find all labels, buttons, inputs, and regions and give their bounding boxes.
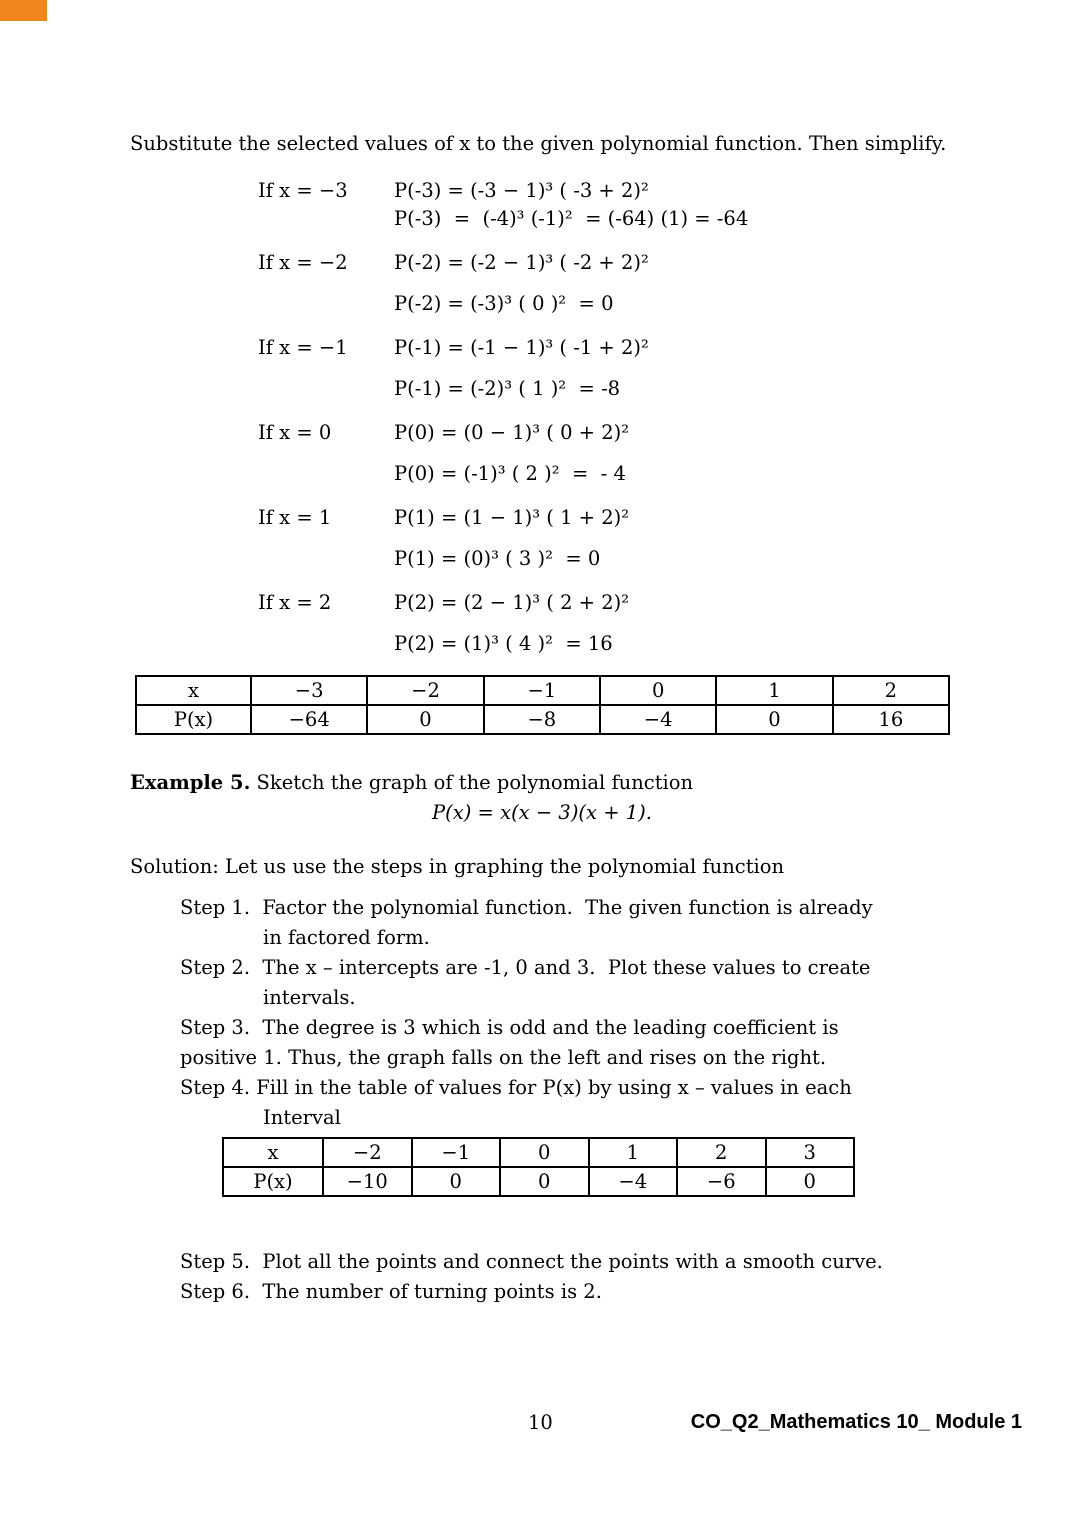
table-cell: 0 <box>500 1167 589 1196</box>
formula-line: P(2) = (2 − 1)³ ( 2 + 2)² <box>394 591 630 614</box>
step-line: Step 1. Factor the polynomial function. The given function is already <box>180 896 873 919</box>
formula-line: P(1) = (1 − 1)³ ( 1 + 2)² <box>394 506 630 529</box>
step-line: positive 1. Thus, the graph falls on the left and rises on the right. <box>180 1046 827 1069</box>
step-line: Step 5. Plot all the points and connect the points with a smooth curve. <box>180 1250 883 1273</box>
table-cell: −64 <box>251 705 367 734</box>
substitution-group <box>258 505 1022 572</box>
table-cell: 1 <box>589 1138 678 1167</box>
formula-line: P(-2) = (-3)³ ( 0 )² = 0 <box>394 292 614 315</box>
table-row <box>223 1138 854 1167</box>
table-cell: x <box>223 1138 323 1167</box>
table-cell: −4 <box>589 1167 678 1196</box>
condition-label: If x = 2 <box>258 591 332 614</box>
substitution-group <box>258 335 1022 402</box>
step-line: in factored form. <box>263 926 430 949</box>
solution-line: Solution: Let us use the steps in graphing the polynomial function <box>130 855 785 878</box>
intro-paragraph: Substitute the selected values of x to the given polynomial function. Then simplify. <box>130 132 947 155</box>
step-line: Interval <box>263 1106 341 1129</box>
steps-list <box>180 893 1022 1133</box>
table-row <box>223 1167 854 1196</box>
table-cell: x <box>136 676 251 705</box>
example-label: Example 5. <box>130 771 251 794</box>
formula-line: P(-2) = (-2 − 1)³ ( -2 + 2)² <box>394 251 649 274</box>
formula-block <box>394 250 1022 317</box>
formula-block <box>394 178 1022 232</box>
table-cell: −1 <box>412 1138 501 1167</box>
table-cell: −10 <box>323 1167 412 1196</box>
polynomial-formula: P(x) = x(x − 3)(x + 1). <box>432 801 652 824</box>
step-item <box>180 893 1022 953</box>
step-line: intervals. <box>263 986 356 1009</box>
formula-block <box>394 335 1022 402</box>
formula-line: P(0) = (0 − 1)³ ( 0 + 2)² <box>394 421 630 444</box>
formula-line: P(2) = (1)³ ( 4 )² = 16 <box>394 632 613 655</box>
table-cell: −6 <box>677 1167 766 1196</box>
formula-line: P(1) = (0)³ ( 3 )² = 0 <box>394 547 601 570</box>
table-cell: 0 <box>367 705 483 734</box>
table-cell: 0 <box>500 1138 589 1167</box>
substitution-list <box>258 178 1022 657</box>
table-cell: P(x) <box>136 705 251 734</box>
values-table-2 <box>222 1137 855 1197</box>
condition-label: If x = 1 <box>258 506 332 529</box>
substitution-group <box>258 178 1022 232</box>
formula-line: P(-3) = (-3 − 1)³ ( -3 + 2)² <box>394 179 649 202</box>
table-cell: −4 <box>600 705 716 734</box>
table-cell: P(x) <box>223 1167 323 1196</box>
condition-label: If x = 0 <box>258 421 332 444</box>
table-row <box>136 676 949 705</box>
formula-line: P(-3) = (-4)³ (-1)² = (-64) (1) = -64 <box>394 207 749 230</box>
values-table-1 <box>135 675 950 735</box>
formula-line: P(0) = (-1)³ ( 2 )² = - 4 <box>394 462 626 485</box>
table-cell: −3 <box>251 676 367 705</box>
final-steps-list <box>180 1247 1022 1307</box>
table-cell: 1 <box>716 676 832 705</box>
table-row <box>136 705 949 734</box>
table-cell: 0 <box>716 705 832 734</box>
formula-line: P(-1) = (-1 − 1)³ ( -1 + 2)² <box>394 336 649 359</box>
condition-label: If x = −1 <box>258 336 348 359</box>
step-line: Step 4. Fill in the table of values for P(x) by using x – values in each <box>180 1076 852 1099</box>
substitution-group <box>258 420 1022 487</box>
substitution-group <box>258 590 1022 657</box>
example-5-heading <box>130 769 1022 797</box>
step-line: Step 3. The degree is 3 which is odd and the leading coefficient is <box>180 1016 839 1039</box>
condition-label: If x = −3 <box>258 179 348 202</box>
table-cell: −8 <box>484 705 600 734</box>
step-line: Step 2. The x – intercepts are -1, 0 and 3. Plot these values to create <box>180 956 871 979</box>
formula-line: P(-1) = (-2)³ ( 1 )² = -8 <box>394 377 621 400</box>
table-cell: 2 <box>677 1138 766 1167</box>
example-title-text: Sketch the graph of the polynomial function <box>250 771 694 794</box>
table-cell: 0 <box>766 1167 855 1196</box>
table-cell: −2 <box>323 1138 412 1167</box>
substitution-group <box>258 250 1022 317</box>
formula-block <box>394 590 1022 657</box>
formula-block <box>394 420 1022 487</box>
table-cell: 2 <box>833 676 949 705</box>
table-cell: 16 <box>833 705 949 734</box>
table-cell: 0 <box>412 1167 501 1196</box>
table-cell: 0 <box>600 676 716 705</box>
formula-block <box>394 505 1022 572</box>
step-item <box>180 1013 1022 1073</box>
step-item <box>180 953 1022 1013</box>
step-line: Step 6. The number of turning points is 2. <box>180 1280 602 1303</box>
table-cell: −2 <box>367 676 483 705</box>
condition-label: If x = −2 <box>258 251 348 274</box>
module-footer-label: CO_Q2_Mathematics 10_ Module 1 <box>690 1411 1022 1433</box>
step-item <box>180 1073 1022 1133</box>
table-cell: −1 <box>484 676 600 705</box>
table-cell: 3 <box>766 1138 855 1167</box>
page-number: 10 <box>528 1411 553 1434</box>
